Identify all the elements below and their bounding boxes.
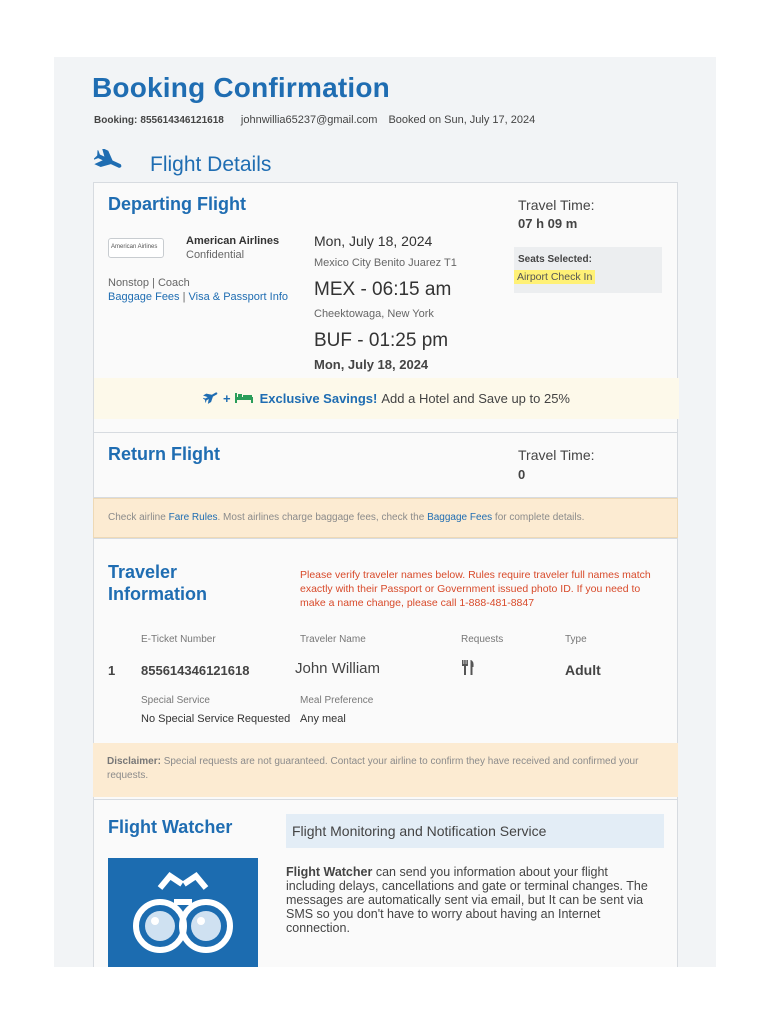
bed-icon bbox=[235, 391, 253, 406]
binoculars-icon bbox=[108, 858, 258, 967]
booking-meta bbox=[94, 114, 535, 126]
arrive-date: Mon, July 18, 2024 bbox=[314, 357, 429, 372]
fare-text-2: . Most airlines charge baggage fees, check the bbox=[217, 512, 428, 523]
flight-watcher-bold: Flight Watcher bbox=[286, 865, 373, 879]
col-eticket: E-Ticket Number bbox=[141, 634, 216, 645]
traveler-heading-line1: Traveler bbox=[108, 562, 178, 582]
departing-flight-card bbox=[93, 182, 678, 433]
flight-details-header bbox=[94, 149, 271, 180]
meal-preference-value: Any meal bbox=[300, 713, 346, 725]
traveler-type: Adult bbox=[565, 662, 601, 678]
meal-preference-label: Meal Preference bbox=[300, 695, 374, 706]
flight-watcher-text: can send you information about your flight including delays, cancellations and gate or terminal changes. The messages are automatically sent via email, but It can be sent via SMS so you don't have to worry about having an Internet connection. bbox=[286, 865, 648, 935]
booked-date: Booked on Sun, July 17, 2024 bbox=[388, 114, 536, 126]
col-requests: Requests bbox=[461, 634, 504, 645]
special-service-label: Special Service bbox=[141, 695, 210, 706]
disclaimer-text: Special requests are not guaranteed. Contact your airline to confirm they have received and confirmed your requests. bbox=[107, 756, 639, 781]
depart-date: Mon, July 18, 2024 bbox=[314, 233, 433, 249]
return-travel-time-value: 0 bbox=[518, 467, 526, 482]
travel-time-label: Travel Time: bbox=[518, 197, 595, 213]
fare-rules-link[interactable]: Fare Rules bbox=[168, 512, 218, 523]
airline-logo-text: American Airlines bbox=[111, 244, 158, 250]
disclaimer-notice bbox=[93, 743, 678, 797]
seats-box bbox=[514, 247, 662, 293]
binoculars-image bbox=[108, 858, 258, 967]
meal-request-icon bbox=[461, 660, 475, 681]
plus-sign: + bbox=[222, 391, 231, 406]
airline-name: American Airlines bbox=[186, 235, 280, 247]
fare-text-3: for complete details. bbox=[492, 512, 585, 523]
seats-value-wrap bbox=[514, 271, 595, 283]
traveler-heading-line2: Information bbox=[108, 584, 207, 604]
email-address: johnwillia65237@gmail.com bbox=[240, 114, 378, 126]
savings-text: Add a Hotel and Save up to 25% bbox=[381, 391, 570, 406]
airplane-icon bbox=[94, 149, 124, 180]
flight-watcher-heading: Flight Watcher bbox=[108, 817, 233, 837]
flight-watcher-card bbox=[93, 799, 678, 967]
airline-logo bbox=[108, 238, 164, 258]
seats-label: Seats Selected: bbox=[518, 254, 592, 265]
savings-banner[interactable] bbox=[94, 378, 679, 419]
travel-time-value: 07 h 09 m bbox=[518, 216, 578, 231]
plane-icon bbox=[203, 390, 219, 407]
depart-airport: Mexico City Benito Juarez T1 bbox=[314, 257, 457, 269]
departing-heading: Departing Flight bbox=[108, 194, 246, 214]
seats-value: Airport Check In bbox=[514, 270, 595, 284]
depart-code-time: MEX - 06:15 am bbox=[314, 279, 452, 300]
return-travel-time-label: Travel Time: bbox=[518, 447, 595, 463]
flight-class: Nonstop | Coach bbox=[108, 277, 190, 289]
return-flight-card bbox=[93, 432, 678, 498]
col-traveler-name: Traveler Name bbox=[300, 634, 366, 645]
arrive-code-time: BUF - 01:25 pm bbox=[314, 330, 449, 351]
page-title: Booking Confirmation bbox=[92, 72, 390, 103]
name-warning: Please verify traveler names below. Rules require traveler full names match exactly with their Passport or Government issued photo ID. If you need to make a name change, please call 1-888-481-8847 bbox=[300, 569, 651, 609]
flight-watcher-band: Flight Monitoring and Notification Service bbox=[286, 814, 664, 848]
baggage-fees-notice-link[interactable]: Baggage Fees bbox=[427, 512, 493, 523]
link-separator: | bbox=[182, 291, 186, 303]
traveler-heading bbox=[108, 561, 207, 605]
fare-rules-notice bbox=[93, 498, 678, 538]
flight-watcher-description bbox=[286, 865, 658, 935]
row-index: 1 bbox=[108, 663, 116, 678]
traveler-name: John William bbox=[295, 660, 381, 677]
arrive-city: Cheektowaga, New York bbox=[314, 308, 434, 320]
disclaimer-label: Disclaimer: bbox=[107, 756, 161, 767]
fare-text-1: Check airline bbox=[108, 512, 169, 523]
return-heading: Return Flight bbox=[108, 444, 220, 464]
col-type: Type bbox=[565, 634, 587, 645]
booking-label: Booking: bbox=[94, 115, 138, 126]
flight-links bbox=[108, 291, 288, 303]
booking-number: 855614346121618 bbox=[140, 115, 224, 126]
booking-page bbox=[54, 57, 716, 967]
eticket-number: 855614346121618 bbox=[141, 663, 250, 678]
section-label: Flight Details bbox=[150, 152, 272, 176]
savings-bold: Exclusive Savings! bbox=[259, 391, 378, 406]
baggage-fees-link[interactable]: Baggage Fees bbox=[108, 291, 180, 303]
special-service-value: No Special Service Requested bbox=[141, 713, 291, 725]
visa-passport-link[interactable]: Visa & Passport Info bbox=[188, 291, 289, 303]
airline-confirmation: Confidential bbox=[186, 249, 245, 261]
